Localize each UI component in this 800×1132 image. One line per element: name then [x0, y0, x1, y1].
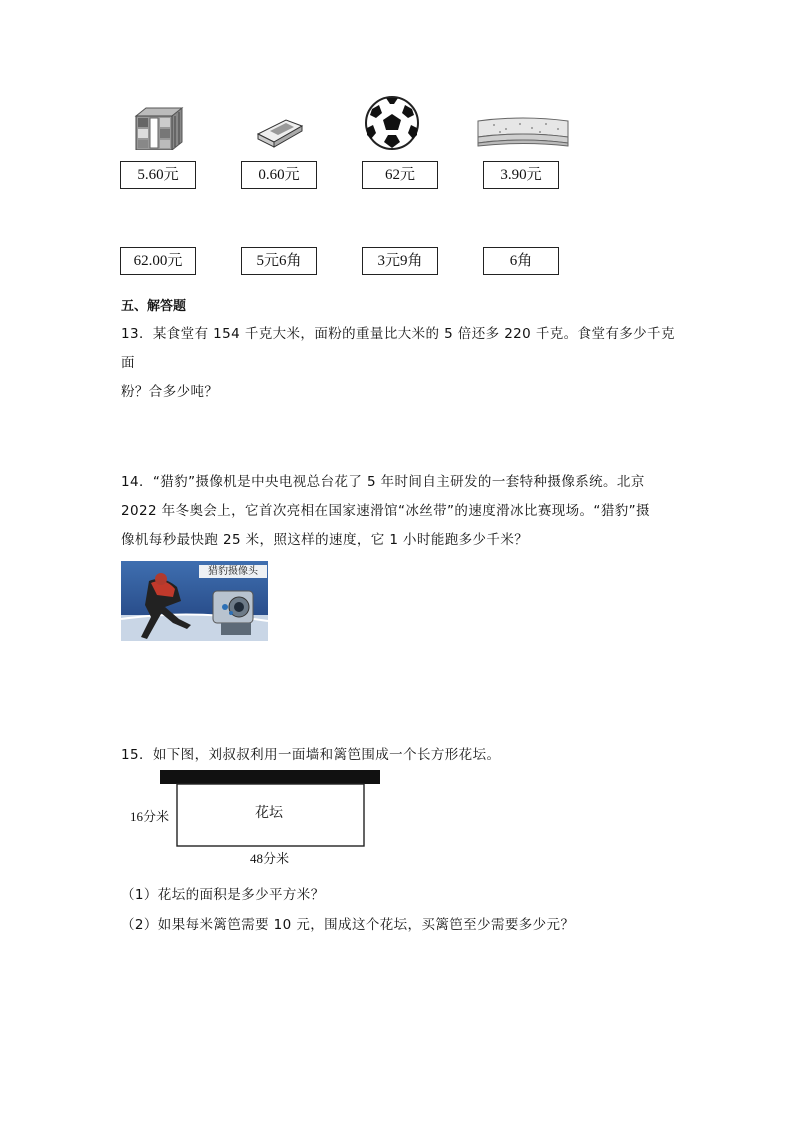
side-length-label: 16分米 — [130, 809, 170, 824]
photo-label: 猎豹摄像头 — [199, 565, 267, 578]
question-15-sub1: （1）花坛的面积是多少平方米？ — [121, 887, 325, 903]
rubiks-cube-image — [134, 106, 184, 150]
question-14-line2: 2022 年冬奥会上，它首次亮相在国家速滑馆“冰丝带”的速度滑冰比赛现场。“猎豹”摄 — [121, 503, 650, 519]
bottom-length-label: 48分米 — [250, 851, 290, 866]
flower-bed-label: 花坛 — [255, 805, 283, 821]
section-title: 五、解答题 — [121, 299, 187, 314]
question-14-line1: 14．“猎豹”摄像机是中央电视总台花了 5 年时间自主研发的一套特种摄像系统。北京 — [121, 474, 645, 490]
question-13-line1: 13．某食堂有 154 千克大米，面粉的重量比大米的 5 倍还多 220 千克。食堂有多少千克面 — [121, 326, 675, 371]
skater-camera-photo — [121, 561, 268, 641]
answer-box: 3元9角 — [362, 247, 438, 275]
price-box: 0.60元 — [241, 161, 317, 189]
soccer-ball-image — [364, 95, 420, 151]
price-box: 62元 — [362, 161, 438, 189]
question-13 — [121, 320, 681, 407]
question-14-line3: 像机每秒最快跑 25 米，照这样的速度，它 1 小时能跑多少千米？ — [121, 532, 529, 548]
question-15-sub2: （2）如果每米篱笆需要 10 元，围成这个花坛，买篱笆至少需要多少元？ — [121, 917, 575, 933]
towel-image — [474, 115, 572, 149]
price-box: 5.60元 — [120, 161, 196, 189]
question-15-intro: 15．如下图，刘叔叔利用一面墙和篱笆围成一个长方形花坛。 — [121, 747, 501, 763]
answer-box: 5元6角 — [241, 247, 317, 275]
question-13-line2: 粉？合多少吨？ — [121, 384, 219, 400]
eraser-image — [256, 118, 304, 148]
flower-bed-diagram — [120, 768, 390, 868]
answer-box: 62.00元 — [120, 247, 196, 275]
answer-box: 6角 — [483, 247, 559, 275]
question-14 — [121, 468, 681, 555]
price-box: 3.90元 — [483, 161, 559, 189]
